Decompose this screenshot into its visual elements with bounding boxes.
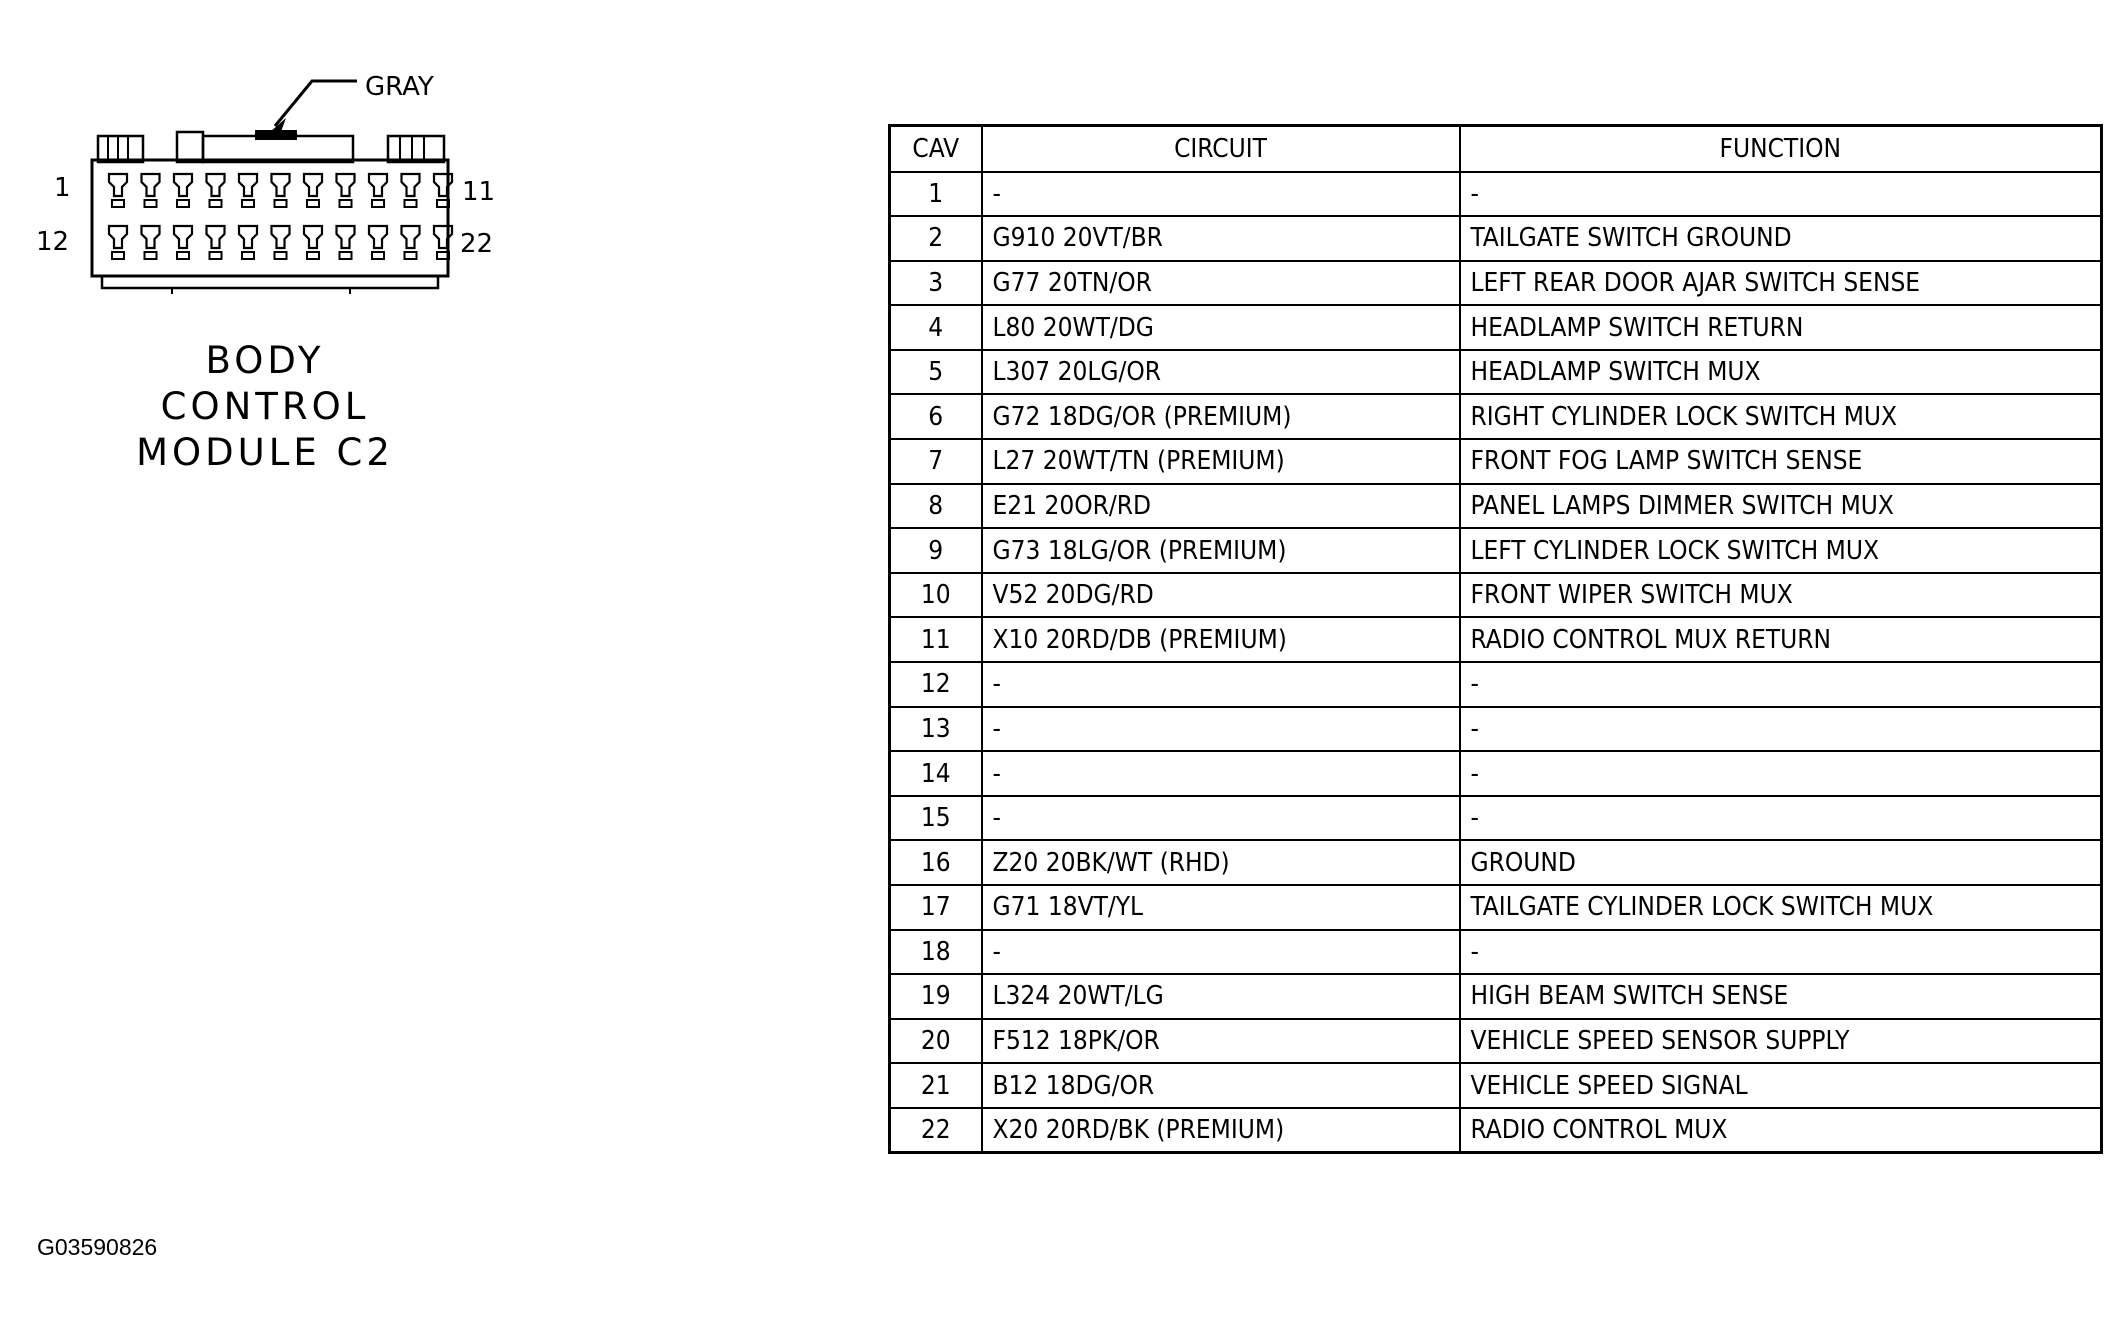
cell-function: VEHICLE SPEED SIGNAL bbox=[1460, 1063, 2102, 1108]
pin-cavity bbox=[174, 174, 192, 196]
table-row bbox=[890, 261, 2102, 306]
connector-drawing bbox=[20, 60, 580, 300]
cell-circuit: - bbox=[982, 662, 1460, 707]
cell-circuit: - bbox=[982, 172, 1460, 217]
pin-cavity bbox=[272, 226, 290, 248]
cell-function: FRONT FOG LAMP SWITCH SENSE bbox=[1460, 439, 2102, 484]
figure-id: G03590826 bbox=[37, 1234, 158, 1260]
header-circuit: CIRCUIT bbox=[982, 126, 1460, 172]
pinout-table bbox=[888, 124, 2103, 1154]
cell-cav: 19 bbox=[890, 974, 982, 1019]
pin-label-12: 12 bbox=[36, 227, 70, 257]
cell-cav: 20 bbox=[890, 1019, 982, 1064]
table-row bbox=[890, 350, 2102, 395]
cell-cav: 18 bbox=[890, 930, 982, 975]
table-row bbox=[890, 840, 2102, 885]
pin-cavity bbox=[304, 174, 322, 196]
connector-color-label: GRAY bbox=[365, 72, 434, 102]
table-row bbox=[890, 1108, 2102, 1153]
table-row bbox=[890, 216, 2102, 261]
table-row bbox=[890, 796, 2102, 841]
pin-latch bbox=[177, 200, 189, 207]
pin-latch bbox=[372, 252, 384, 259]
table-row bbox=[890, 1019, 2102, 1064]
cell-circuit: G910 20VT/BR bbox=[982, 216, 1460, 261]
cell-circuit: G72 18DG/OR (PREMIUM) bbox=[982, 394, 1460, 439]
cell-function: RIGHT CYLINDER LOCK SWITCH MUX bbox=[1460, 394, 2102, 439]
table-row bbox=[890, 885, 2102, 930]
cell-function: - bbox=[1460, 751, 2102, 796]
pin-latch bbox=[405, 200, 417, 207]
cell-circuit: - bbox=[982, 930, 1460, 975]
pin-latch bbox=[340, 252, 352, 259]
cell-cav: 15 bbox=[890, 796, 982, 841]
table-row bbox=[890, 528, 2102, 573]
cell-cav: 7 bbox=[890, 439, 982, 484]
connector-diagram bbox=[20, 60, 580, 360]
pin-label-1: 1 bbox=[54, 173, 71, 203]
cell-function: GROUND bbox=[1460, 840, 2102, 885]
connector-title-line-3: MODULE C2 bbox=[136, 431, 394, 474]
cell-function: TAILGATE CYLINDER LOCK SWITCH MUX bbox=[1460, 885, 2102, 930]
pin-latch bbox=[307, 252, 319, 259]
cell-cav: 14 bbox=[890, 751, 982, 796]
table-header-row bbox=[890, 126, 2102, 172]
table-row bbox=[890, 662, 2102, 707]
cell-function: LEFT REAR DOOR AJAR SWITCH SENSE bbox=[1460, 261, 2102, 306]
cell-function: - bbox=[1460, 172, 2102, 217]
table-row bbox=[890, 394, 2102, 439]
cell-cav: 3 bbox=[890, 261, 982, 306]
cell-circuit: G73 18LG/OR (PREMIUM) bbox=[982, 528, 1460, 573]
cell-circuit: L324 20WT/LG bbox=[982, 974, 1460, 1019]
cell-cav: 6 bbox=[890, 394, 982, 439]
cell-function: FRONT WIPER SWITCH MUX bbox=[1460, 573, 2102, 618]
pin-cavity bbox=[369, 174, 387, 196]
pin-latch bbox=[405, 252, 417, 259]
pin-latch bbox=[275, 200, 287, 207]
pin-cavity bbox=[207, 226, 225, 248]
pin-cavity bbox=[304, 226, 322, 248]
cell-circuit: G71 18VT/YL bbox=[982, 885, 1460, 930]
cell-cav: 21 bbox=[890, 1063, 982, 1108]
cell-circuit: B12 18DG/OR bbox=[982, 1063, 1460, 1108]
cell-circuit: X20 20RD/BK (PREMIUM) bbox=[982, 1108, 1460, 1153]
cell-cav: 5 bbox=[890, 350, 982, 395]
pin-cavity bbox=[109, 174, 127, 196]
table-row bbox=[890, 573, 2102, 618]
cell-cav: 22 bbox=[890, 1108, 982, 1153]
cell-function: - bbox=[1460, 930, 2102, 975]
table-row bbox=[890, 617, 2102, 662]
cell-circuit: G77 20TN/OR bbox=[982, 261, 1460, 306]
cell-cav: 8 bbox=[890, 484, 982, 529]
cell-cav: 1 bbox=[890, 172, 982, 217]
cell-cav: 11 bbox=[890, 617, 982, 662]
pin-cavity bbox=[239, 226, 257, 248]
pin-latch bbox=[340, 200, 352, 207]
pin-cavity bbox=[272, 174, 290, 196]
header-cav: CAV bbox=[890, 126, 982, 172]
pin-latch bbox=[242, 252, 254, 259]
cell-function: RADIO CONTROL MUX RETURN bbox=[1460, 617, 2102, 662]
pin-cavity bbox=[174, 226, 192, 248]
color-leader-line bbox=[275, 81, 357, 126]
pin-cavity bbox=[207, 174, 225, 196]
pin-cavity bbox=[337, 226, 355, 248]
cell-circuit: - bbox=[982, 707, 1460, 752]
pin-cavity bbox=[402, 174, 420, 196]
cell-circuit: - bbox=[982, 751, 1460, 796]
connector-title-line-1: BODY bbox=[205, 339, 325, 382]
table-row bbox=[890, 930, 2102, 975]
table-row bbox=[890, 1063, 2102, 1108]
table-row bbox=[890, 974, 2102, 1019]
cell-function: - bbox=[1460, 662, 2102, 707]
pin-latch bbox=[112, 252, 124, 259]
table-row bbox=[890, 172, 2102, 217]
table-row bbox=[890, 305, 2102, 350]
pin-cavity bbox=[109, 226, 127, 248]
pin-latch bbox=[177, 252, 189, 259]
table-row bbox=[890, 707, 2102, 752]
pin-label-22: 22 bbox=[460, 229, 494, 259]
pin-cavity bbox=[142, 226, 160, 248]
cell-cav: 16 bbox=[890, 840, 982, 885]
pin-cavity bbox=[239, 174, 257, 196]
pin-cavity bbox=[369, 226, 387, 248]
cell-cav: 12 bbox=[890, 662, 982, 707]
cell-function: HEADLAMP SWITCH MUX bbox=[1460, 350, 2102, 395]
cell-circuit: L80 20WT/DG bbox=[982, 305, 1460, 350]
cell-circuit: V52 20DG/RD bbox=[982, 573, 1460, 618]
pin-latch bbox=[372, 200, 384, 207]
cell-function: HEADLAMP SWITCH RETURN bbox=[1460, 305, 2102, 350]
pin-latch bbox=[242, 200, 254, 207]
cell-cav: 2 bbox=[890, 216, 982, 261]
cell-circuit: L307 20LG/OR bbox=[982, 350, 1460, 395]
pin-grid bbox=[109, 174, 452, 259]
cell-cav: 10 bbox=[890, 573, 982, 618]
cell-cav: 13 bbox=[890, 707, 982, 752]
header-function: FUNCTION bbox=[1460, 126, 2102, 172]
connector-title bbox=[100, 338, 430, 476]
pin-latch bbox=[210, 252, 222, 259]
table-row bbox=[890, 439, 2102, 484]
table-row bbox=[890, 751, 2102, 796]
cell-circuit: L27 20WT/TN (PREMIUM) bbox=[982, 439, 1460, 484]
cell-circuit: Z20 20BK/WT (RHD) bbox=[982, 840, 1460, 885]
pin-latch bbox=[307, 200, 319, 207]
cell-circuit: F512 18PK/OR bbox=[982, 1019, 1460, 1064]
pin-label-11: 11 bbox=[462, 177, 496, 207]
cell-cav: 4 bbox=[890, 305, 982, 350]
pin-latch bbox=[275, 252, 287, 259]
cell-function: - bbox=[1460, 707, 2102, 752]
cell-function: HIGH BEAM SWITCH SENSE bbox=[1460, 974, 2102, 1019]
pin-latch bbox=[112, 200, 124, 207]
pin-cavity bbox=[337, 174, 355, 196]
cell-function: - bbox=[1460, 796, 2102, 841]
cell-function: LEFT CYLINDER LOCK SWITCH MUX bbox=[1460, 528, 2102, 573]
table-body bbox=[890, 172, 2102, 1153]
cell-cav: 9 bbox=[890, 528, 982, 573]
cell-function: VEHICLE SPEED SENSOR SUPPLY bbox=[1460, 1019, 2102, 1064]
cell-function: TAILGATE SWITCH GROUND bbox=[1460, 216, 2102, 261]
cell-function: PANEL LAMPS DIMMER SWITCH MUX bbox=[1460, 484, 2102, 529]
pin-latch bbox=[145, 252, 157, 259]
pin-cavity bbox=[142, 174, 160, 196]
table-row bbox=[890, 484, 2102, 529]
cell-circuit: E21 20OR/RD bbox=[982, 484, 1460, 529]
pinout-table-container bbox=[888, 124, 2103, 1154]
cell-circuit: - bbox=[982, 796, 1460, 841]
pin-latch bbox=[145, 200, 157, 207]
connector-title-line-2: CONTROL bbox=[160, 385, 370, 428]
cell-circuit: X10 20RD/DB (PREMIUM) bbox=[982, 617, 1460, 662]
pin-latch bbox=[210, 200, 222, 207]
cell-cav: 17 bbox=[890, 885, 982, 930]
cell-function: RADIO CONTROL MUX bbox=[1460, 1108, 2102, 1153]
pin-cavity bbox=[402, 226, 420, 248]
